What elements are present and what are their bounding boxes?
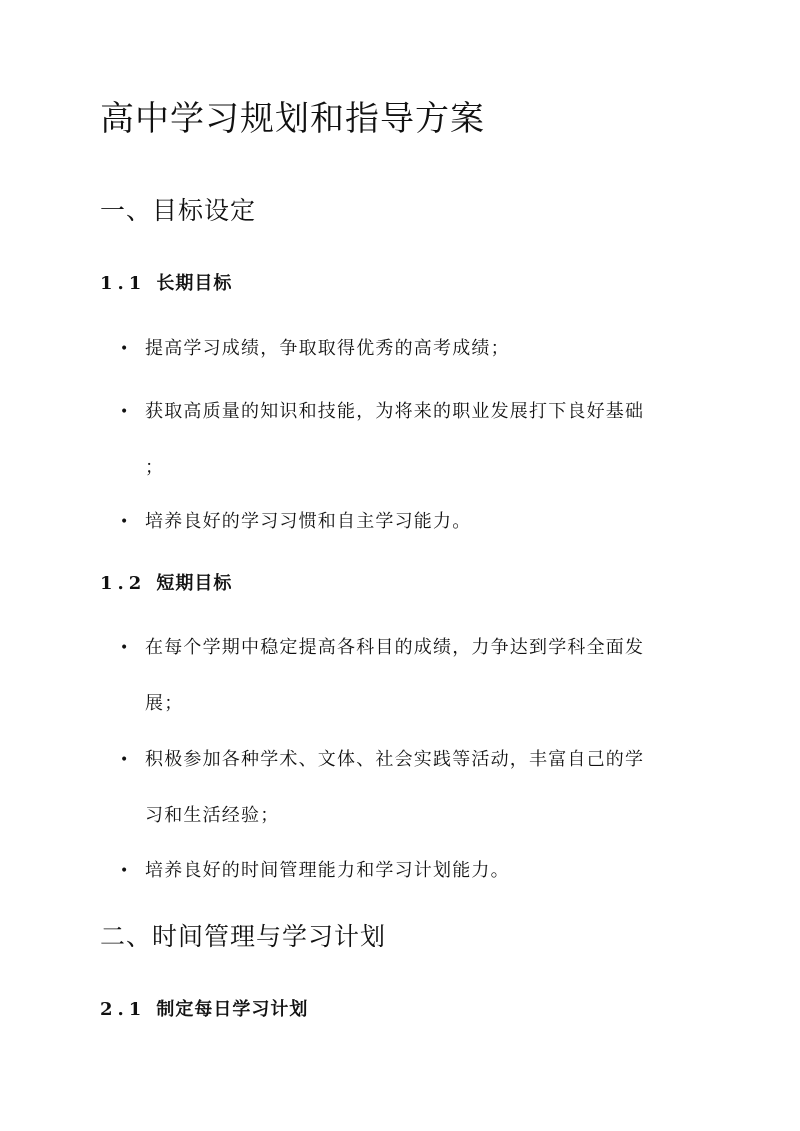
bullet-icon: • <box>120 404 130 420</box>
subsection-number: 1.2 <box>100 573 147 594</box>
subsection-title: 制定每日学习计划 <box>156 999 309 1020</box>
list-item <box>120 620 690 732</box>
bullet-icon: • <box>120 341 130 357</box>
subsection-title: 短期目标 <box>156 573 233 594</box>
list-item <box>120 384 690 496</box>
list-item <box>120 843 690 899</box>
bullet-icon: • <box>120 863 130 879</box>
list-item <box>120 494 690 550</box>
list-item-text-continued: 习和生活经验； <box>145 805 280 826</box>
list-item-text: 获取高质量的知识和技能，为将来的职业发展打下良好基础 <box>145 401 645 422</box>
list-item-text: 在每个学期中稳定提高各科目的成绩，力争达到学科全面发 <box>145 637 645 658</box>
bullet-icon: • <box>120 752 130 768</box>
list-item-text-continued: ； <box>145 457 165 478</box>
subsection-heading-short-term <box>100 570 232 598</box>
list-item-text: 培养良好的时间管理能力和学习计划能力。 <box>145 860 510 881</box>
list-item <box>120 321 690 377</box>
subsection-number: 2.1 <box>100 999 147 1020</box>
list-item-text: 提高学习成绩，争取取得优秀的高考成绩； <box>145 338 510 359</box>
document-title: 高中学习规划和指导方案 <box>100 99 485 139</box>
subsection-heading-daily-plan <box>100 996 308 1024</box>
list-item <box>120 732 690 844</box>
subsection-heading-long-term <box>100 270 232 298</box>
subsection-title: 长期目标 <box>156 273 233 294</box>
section-heading-time-management: 二、时间管理与学习计划 <box>100 922 387 951</box>
section-heading-goals: 一、目标设定 <box>100 196 257 225</box>
list-item-text: 积极参加各种学术、文体、社会实践等活动，丰富自己的学 <box>145 749 645 770</box>
list-item-text: 培养良好的学习习惯和自主学习能力。 <box>145 511 472 532</box>
bullet-icon: • <box>120 640 130 656</box>
subsection-number: 1.1 <box>100 273 147 294</box>
list-item-text-continued: 展； <box>145 693 184 714</box>
bullet-icon: • <box>120 514 130 530</box>
